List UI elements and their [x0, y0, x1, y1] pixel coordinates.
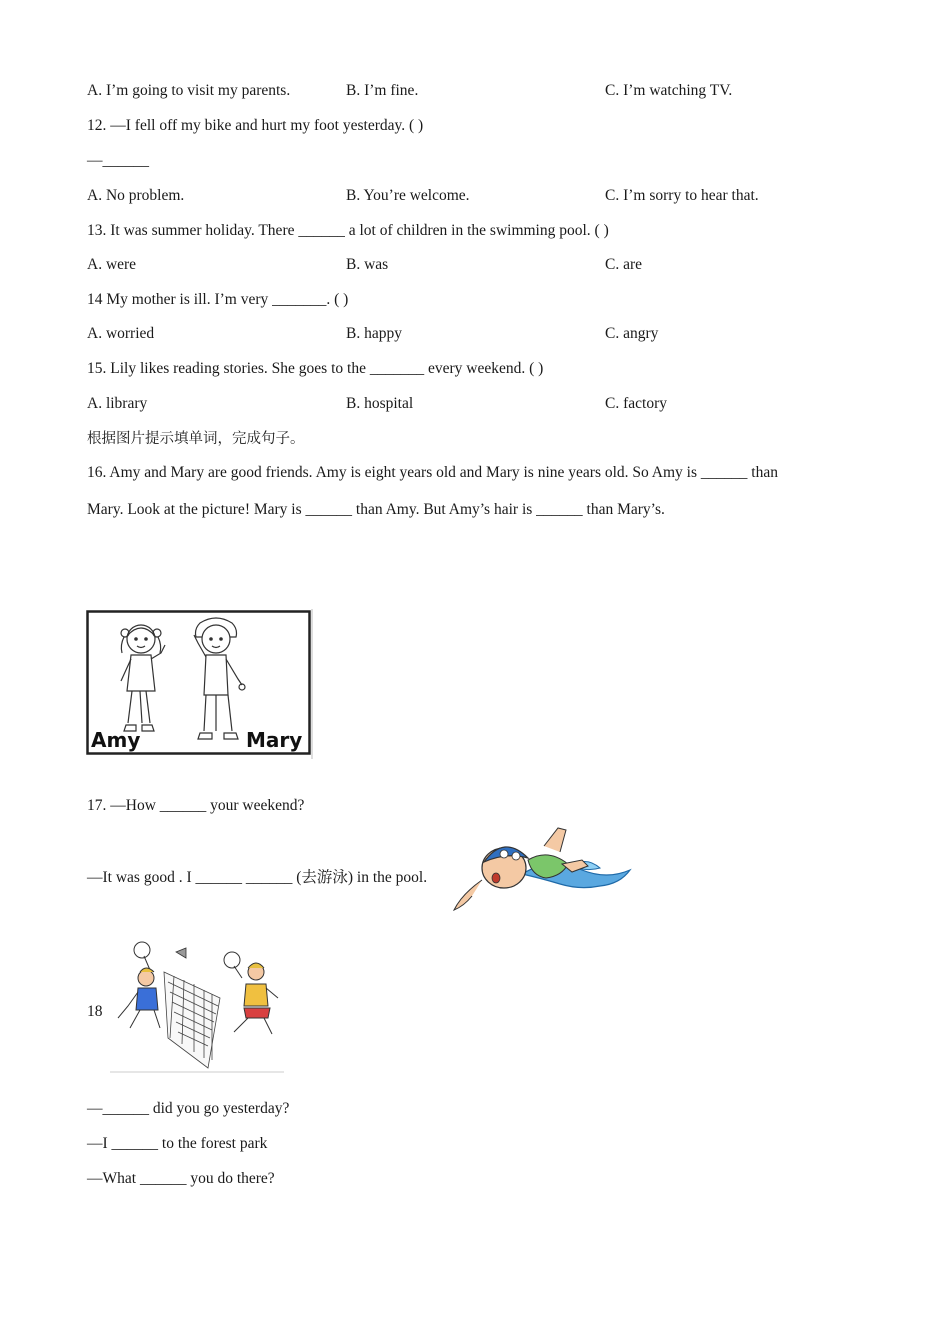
q12-option-a: A. No problem. — [87, 187, 185, 204]
q14-option-a: A. worried — [87, 325, 155, 342]
badminton-net — [164, 972, 220, 1068]
q12-option-c: C. I’m sorry to hear that. — [605, 187, 759, 204]
q18-number: 18 — [87, 1003, 103, 1020]
q14-option-b: B. happy — [346, 325, 402, 342]
amy-mary-picture — [86, 609, 314, 759]
swimmer-picture — [452, 824, 632, 919]
q17-answer: —It was good . I ______ ______ (去游泳) in the pool. — [87, 869, 428, 886]
mary-label: Mary — [246, 728, 303, 752]
q15-option-a: A. library — [87, 395, 148, 412]
q15-question: 15. Lily likes reading stories. She goes to the _______ every weekend. ( ) — [87, 360, 544, 377]
q18-line-1: —______ did you go yesterday? — [87, 1100, 290, 1117]
q17-question: 17. —How ______ your weekend? — [87, 797, 305, 814]
q16-text-line2: Mary. Look at the picture! Mary is ______ than Amy. But Amy’s hair is ______ than Mary’s. — [87, 501, 665, 518]
q11-option-c: C. I’m watching TV. — [605, 82, 733, 99]
section-instruction: 根据图片提示填单词，完成句子。 — [87, 431, 305, 447]
q13-option-a: A. were — [87, 256, 137, 273]
q11-option-b: B. I’m fine. — [346, 82, 419, 99]
q16-text-line1: 16. Amy and Mary are good friends. Amy is eight years old and Mary is nine years old. So Amy is ______ than — [87, 464, 778, 481]
q13-question: 13. It was summer holiday. There ______ a lot of children in the swimming pool. ( ) — [87, 222, 609, 239]
q15-option-b: B. hospital — [346, 395, 414, 412]
left-player — [118, 942, 160, 1028]
amy-label: Amy — [91, 728, 141, 752]
q15-option-c: C. factory — [605, 395, 667, 412]
q12-question: 12. —I fell off my bike and hurt my foot yesterday. ( ) — [87, 117, 424, 134]
q13-option-c: C. are — [605, 256, 643, 273]
q12-option-b: B. You’re welcome. — [346, 187, 470, 204]
right-player — [224, 952, 278, 1034]
q12-answer-line: —______ — [87, 152, 149, 169]
badminton-picture — [108, 938, 286, 1074]
q11-option-a: A. I’m going to visit my parents. — [87, 82, 291, 99]
q13-option-b: B. was — [346, 256, 389, 273]
q18-line-2: —I ______ to the forest park — [87, 1135, 268, 1152]
q14-question: 14 My mother is ill. I’m very _______. ( ) — [87, 291, 349, 308]
q14-option-c: C. angry — [605, 325, 659, 342]
q18-line-3: —What ______ you do there? — [87, 1170, 275, 1187]
